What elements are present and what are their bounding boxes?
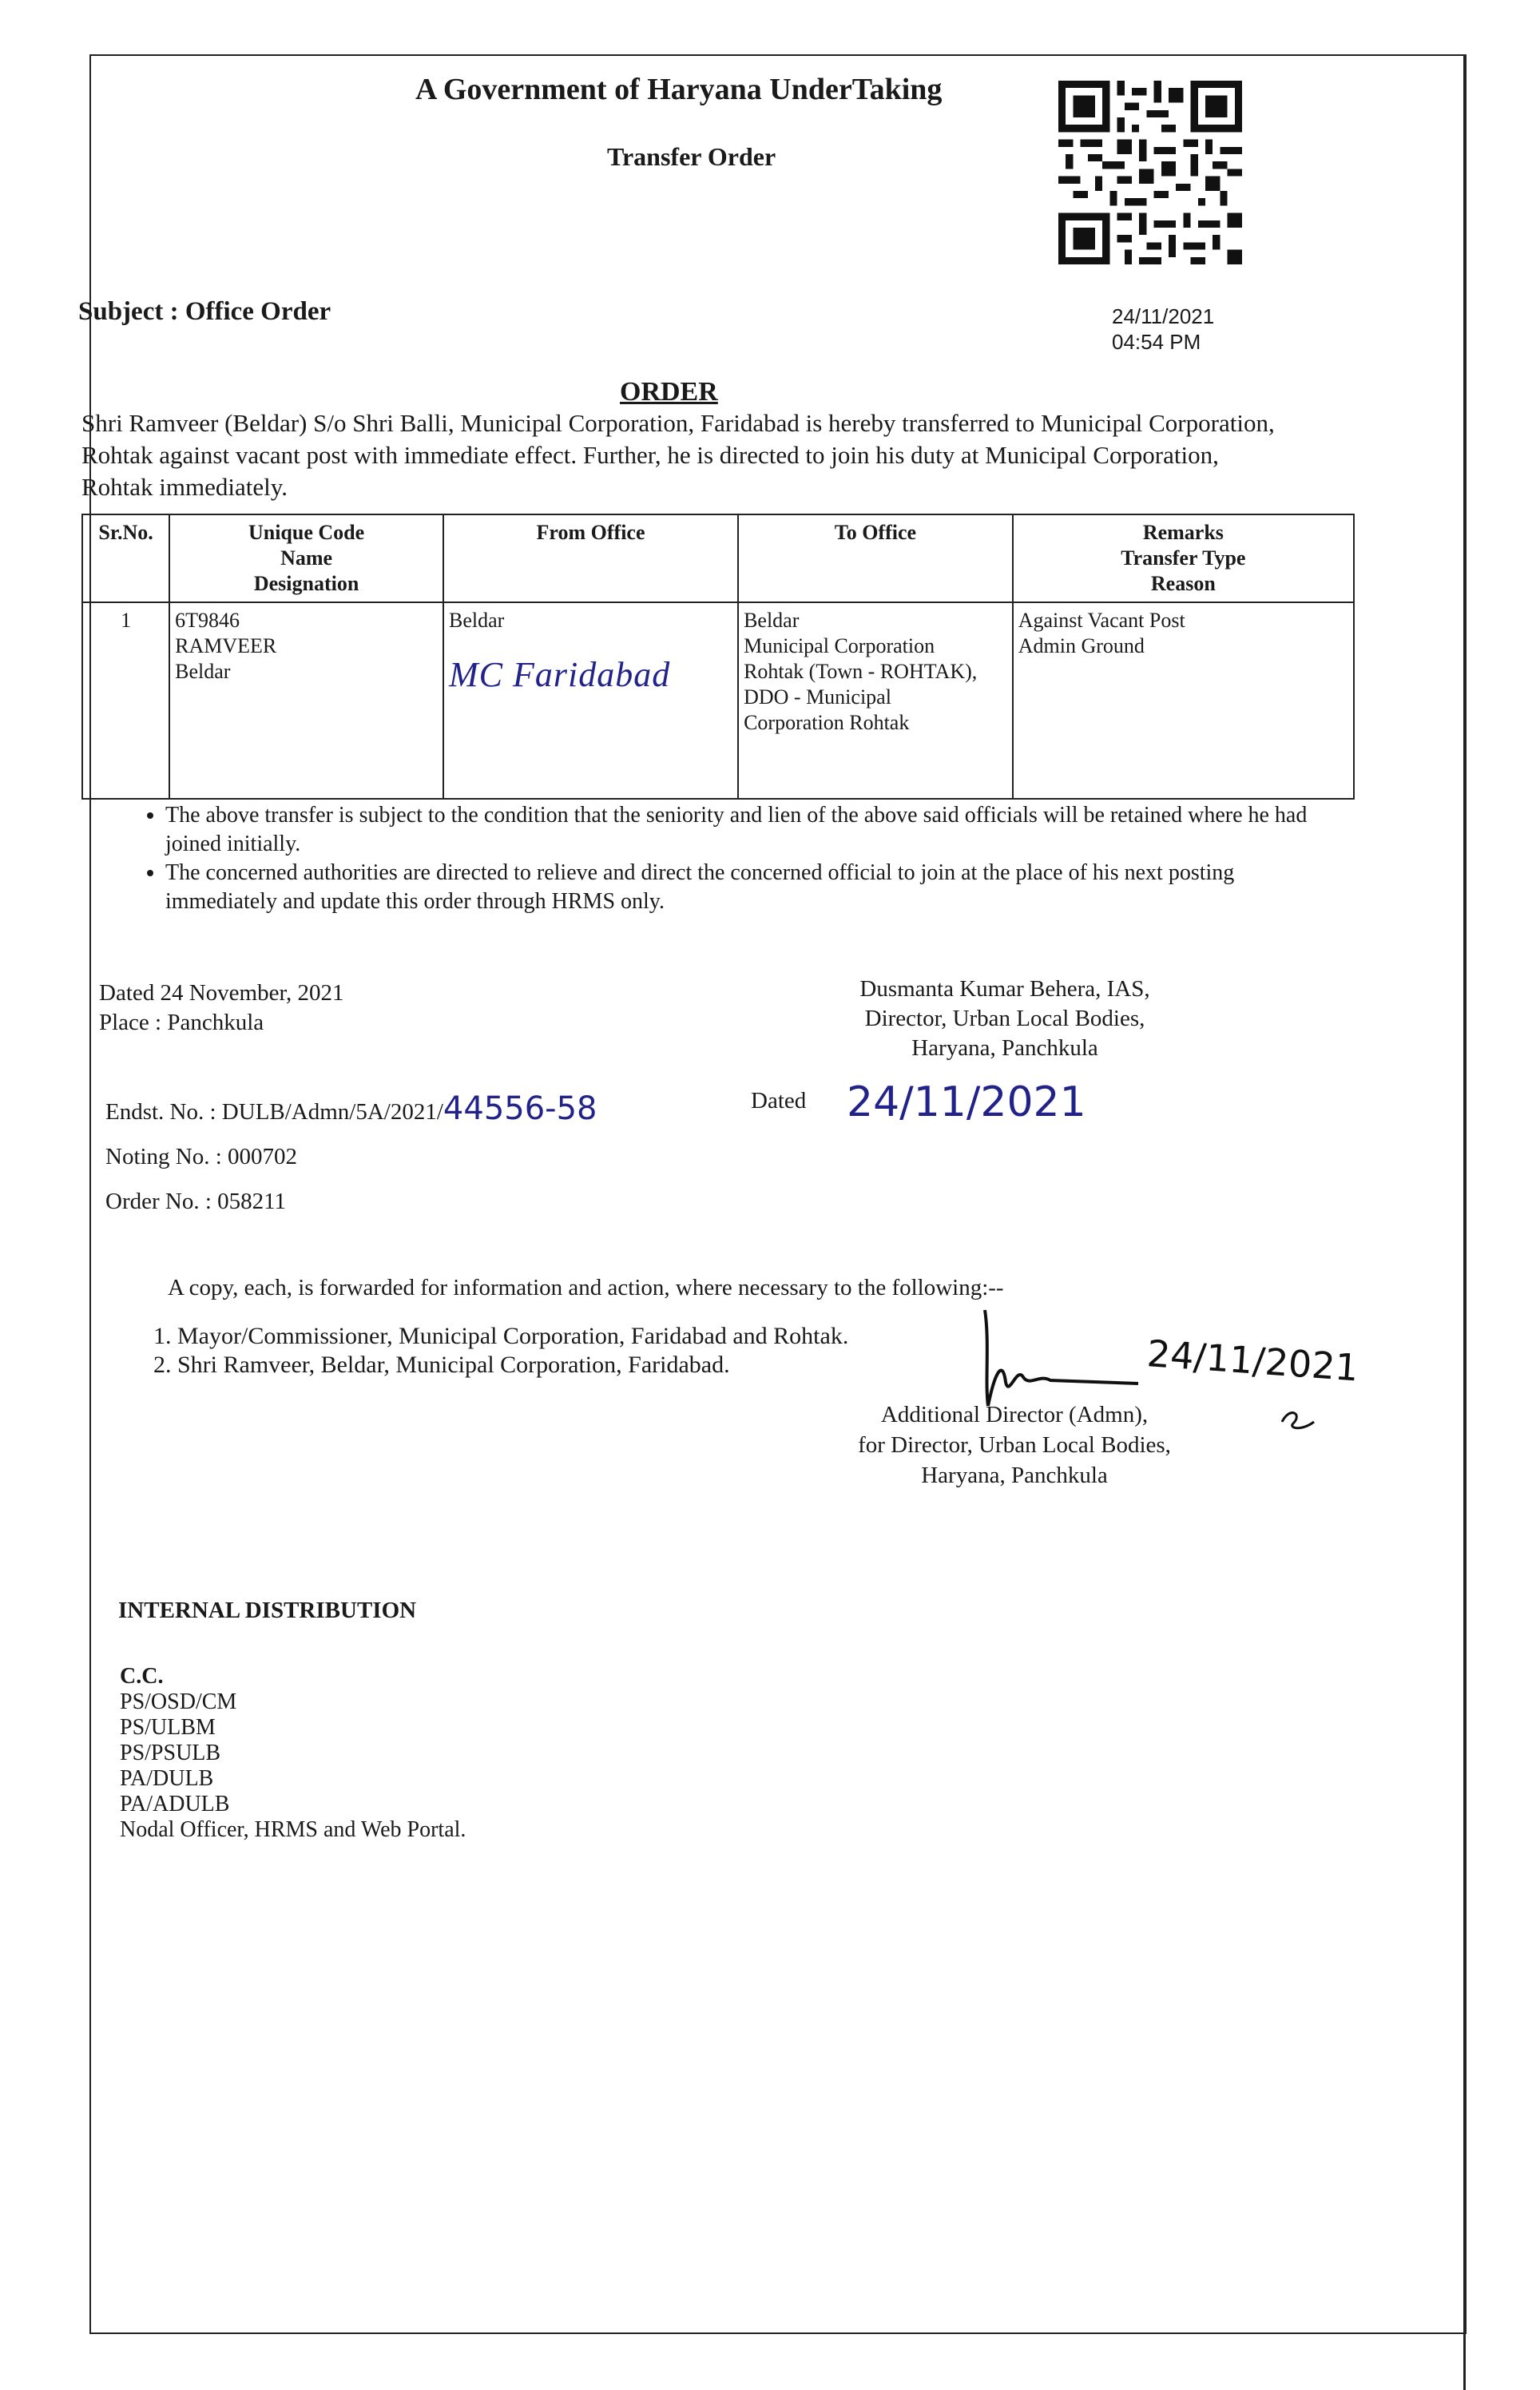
to-office-line3: Rohtak (Town - ROHTAK), xyxy=(744,660,978,683)
timestamp-time: 04:54 PM xyxy=(1112,330,1201,354)
signer-location: Haryana, Panchkula xyxy=(911,1035,1098,1061)
order-body: Shri Ramveer (Beldar) S/o Shri Balli, Municipal Corporation, Faridabad is hereby transferred to Municipal Corporation, Rohtak against vacant post with immediate effect. Further, he is directed to join his duty at Municipal Corporation, Rohtak immediately. xyxy=(81,409,1275,501)
recipient-item: 2. Shri Ramveer, Beldar, Municipal Corporation, Faridabad. xyxy=(177,1351,848,1380)
handwritten-from-office: MC Faridabad xyxy=(449,655,671,694)
transfer-table xyxy=(81,514,1355,800)
signature-date: 24/11/2021 xyxy=(1145,1332,1360,1390)
col-sr-no: Sr.No. xyxy=(82,514,169,602)
col-unique-code xyxy=(169,514,443,602)
additional-line3: Haryana, Panchkula xyxy=(921,1463,1108,1488)
remarks-line1: Against Vacant Post xyxy=(1018,609,1185,632)
timestamp xyxy=(1112,304,1214,355)
order-number: Order No. : 058211 xyxy=(105,1189,287,1214)
cc-label: C.C. xyxy=(120,1664,164,1689)
dated-line: Dated 24 November, 2021 xyxy=(99,980,344,1006)
cc-item: Nodal Officer, HRMS and Web Portal. xyxy=(120,1817,466,1842)
additional-director-block xyxy=(831,1399,1198,1491)
col-unique-code-line3: Designation xyxy=(253,572,359,595)
col-remarks-line1: Remarks xyxy=(1142,521,1224,544)
condition-item: • The above transfer is subject to the condition that the seniority and lien of the above said officials will be retained where he had joined initially. xyxy=(165,801,1348,859)
signer-title: Director, Urban Local Bodies, xyxy=(864,1006,1145,1031)
recipient-item: 1. Mayor/Commissioner, Municipal Corporation, Faridabad and Rohtak. xyxy=(177,1322,848,1351)
to-office-line2: Municipal Corporation xyxy=(744,634,935,657)
cc-block xyxy=(120,1664,466,1843)
cc-item: PA/ADULB xyxy=(120,1792,230,1816)
endst-dated-label: Dated xyxy=(751,1088,807,1114)
additional-line1: Additional Director (Admn), xyxy=(880,1402,1149,1427)
timestamp-date: 24/11/2021 xyxy=(1112,304,1215,328)
table-row xyxy=(82,602,1354,799)
table-header-row xyxy=(82,514,1354,602)
cell-from-office xyxy=(443,602,738,799)
cell-to-office xyxy=(738,602,1013,799)
col-remarks-line2: Transfer Type xyxy=(1121,546,1246,570)
additional-line2: for Director, Urban Local Bodies, xyxy=(858,1432,1171,1458)
employee-code: 6T9846 xyxy=(175,609,240,632)
from-office-text: Beldar xyxy=(449,609,505,632)
col-unique-code-line2: Name xyxy=(280,546,333,570)
cell-remarks xyxy=(1013,602,1354,799)
employee-name: RAMVEER xyxy=(175,634,277,657)
cc-item: PS/PSULB xyxy=(120,1741,221,1765)
endst-label: Endst. No. : DULB/Admn/5A/2021/ xyxy=(105,1099,443,1125)
col-from-office: From Office xyxy=(443,514,738,602)
to-office-line4: DDO - Municipal xyxy=(744,685,891,709)
page-edge-line xyxy=(1463,54,1466,2390)
handwritten-endst-date: 24/11/2021 xyxy=(847,1078,1086,1126)
col-unique-code-line1: Unique Code xyxy=(248,521,365,544)
document-title: A Government of Haryana UnderTaking xyxy=(415,73,943,106)
noting-number: Noting No. : 000702 xyxy=(105,1144,298,1169)
cell-sr: 1 xyxy=(82,602,169,799)
endorsement-block xyxy=(105,1086,597,1224)
endst-line xyxy=(105,1086,597,1134)
order-heading: ORDER xyxy=(620,377,718,407)
internal-distribution-heading: INTERNAL DISTRIBUTION xyxy=(118,1598,417,1623)
to-office-line1: Beldar xyxy=(744,609,800,632)
qr-code-icon xyxy=(1058,80,1242,265)
col-remarks xyxy=(1013,514,1354,602)
signer-block xyxy=(845,975,1165,1063)
conditions-list xyxy=(124,801,1348,916)
place-line: Place : Panchkula xyxy=(99,1010,264,1035)
employee-designation: Beldar xyxy=(175,660,231,683)
to-office-line5: Corporation Rohtak xyxy=(744,711,910,734)
endst-handwritten-number: 44556-58 xyxy=(443,1090,597,1127)
signer-name: Dusmanta Kumar Behera, IAS, xyxy=(859,976,1150,1002)
condition-item: • The concerned authorities are directed to relieve and direct the concerned official to join at the place of his next posting immediately and update this order through HRMS only. xyxy=(165,859,1348,916)
cc-item: PA/DULB xyxy=(120,1766,214,1791)
dated-place-block xyxy=(99,979,343,1038)
cell-employee xyxy=(169,602,443,799)
subject-line: Subject : Office Order xyxy=(78,297,331,326)
recipients-list xyxy=(136,1322,848,1380)
document-subtitle: Transfer Order xyxy=(607,142,776,171)
copy-forward-text: A copy, each, is forwarded for information and action, where necessary to the following:-- xyxy=(168,1275,1004,1300)
cc-item: PS/OSD/CM xyxy=(120,1689,237,1714)
cc-item: PS/ULBM xyxy=(120,1715,216,1740)
remarks-line2: Admin Ground xyxy=(1018,634,1145,657)
col-remarks-line3: Reason xyxy=(1150,572,1216,595)
col-to-office: To Office xyxy=(738,514,1013,602)
